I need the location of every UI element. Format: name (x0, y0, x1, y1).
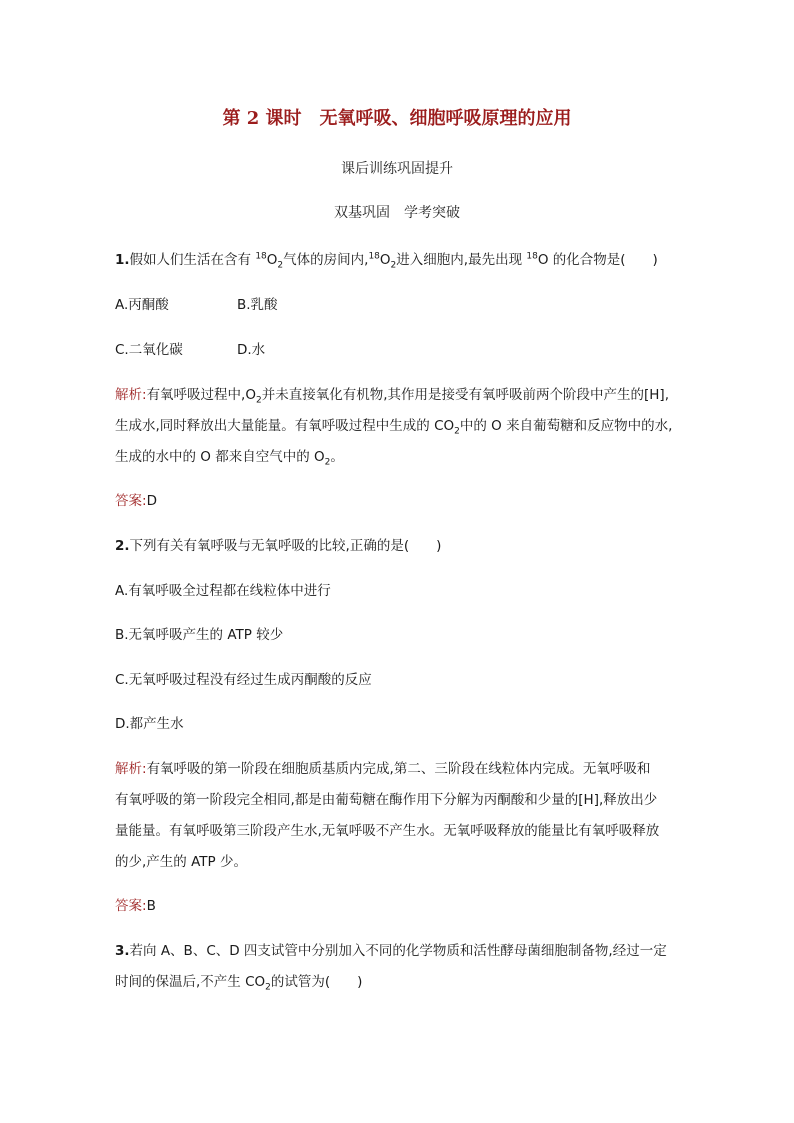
question-3-stem: 3.若向 A、B、C、D 四支试管中分别加入不同的化学物质和活性酵母菌细胞制备物,经过一定 (115, 943, 667, 959)
analysis-line: 量能量。有氧呼吸第三阶段产生水,无氧呼吸不产生水。无氧呼吸释放的能量比有氧呼吸释放 (115, 823, 660, 839)
option-b: B.无氧呼吸产生的 ATP 较少 (115, 627, 284, 643)
option-d: D.水 (237, 342, 266, 358)
question-2-answer (115, 894, 156, 914)
option-c: C.无氧呼吸过程没有经过生成丙酮酸的反应 (115, 672, 372, 688)
analysis-line: 的少,产生的 ATP 少。 (115, 854, 247, 870)
option-c: C.二氧化碳 (115, 342, 183, 358)
question-1-stem: 1.假如人们生活在含有 $^{18}O_2$气体的房间内$,^{18}O_2$进入细胞内,最先出现 $^{18}$O 的化合物是( ) (115, 251, 658, 271)
question-1-options-row-1 (115, 293, 169, 313)
question-number: 2. (115, 538, 130, 554)
answer-label: 答案: (115, 898, 147, 914)
question-number: 3. (115, 943, 130, 959)
analysis-line: 有氧呼吸的第一阶段完全相同,都是由葡萄糖在酶作用下分解为丙酮酸和少量的[H],释放出少 (115, 792, 658, 808)
answer-label: 答案: (115, 493, 147, 509)
analysis-line: 生成的水中的 O 都来自空气中的 $O_2$。 (115, 449, 344, 468)
option-a: A.丙酮酸 (115, 297, 169, 313)
question-2-analysis: 解析:有氧呼吸的第一阶段在细胞质基质内完成,第二、三阶段在线粒体内完成。无氧呼吸和 (115, 761, 651, 777)
option-d: D.都产生水 (115, 716, 184, 732)
option-b: B.乳酸 (237, 297, 278, 313)
option-a: A.有氧呼吸全过程都在线粒体中进行 (115, 583, 331, 599)
question-1-analysis: 解析:有氧呼吸过程中$,O_2$并未直接氧化有机物,其作用是接受有氧呼吸前两个阶段中产生的[H], (115, 387, 669, 406)
answer-value: D (146, 493, 157, 509)
analysis-label: 解析: (115, 387, 147, 403)
section-subtitle: 课后训练巩固提升 (341, 161, 453, 177)
analysis-label: 解析: (115, 761, 147, 777)
question-number: 1. (115, 252, 130, 268)
page-title: 第 2 课时 无氧呼吸、细胞呼吸原理的应用 (222, 108, 572, 129)
question-2-stem: 2.下列有关有氧呼吸与无氧呼吸的比较,正确的是( ) (115, 538, 442, 554)
question-3-stem-line-2: 时间的保温后,不产生 $CO_2$的试管为( ) (115, 974, 363, 993)
section-subheading: 双基巩固 学考突破 (334, 205, 460, 221)
answer-value: B (146, 898, 156, 914)
question-1-answer (115, 489, 157, 509)
analysis-line: 生成水,同时释放出大量能量。有氧呼吸过程中生成的 $CO_2$中的 O 来自葡萄糖和反应物中的水, (115, 418, 673, 437)
